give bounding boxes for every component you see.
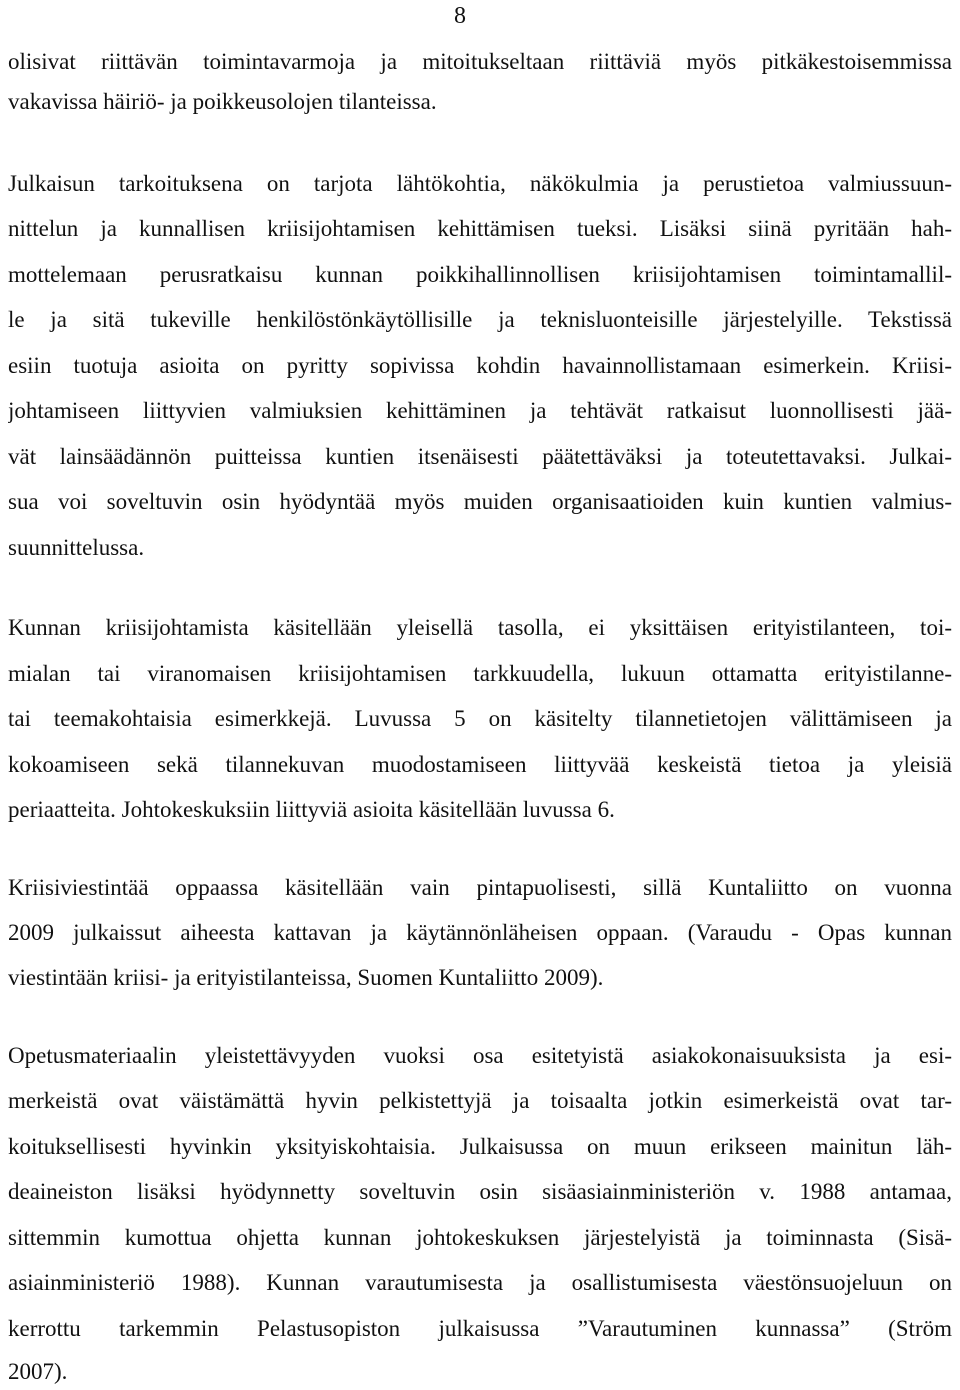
paragraph-line: merkeistä ovat väistämättä hyvin pelkistettyjä ja toisaalta jotkin esimerkeistä ovat tar- <box>8 1088 952 1113</box>
paragraph-line: kerrottu tarkemmin Pelastusopiston julkaisussa ”Varautuminen kunnassa” (Ström <box>8 1316 952 1341</box>
paragraph-line: Kunnan kriisijohtamista käsitellään yleisellä tasolla, ei yksittäisen erityistilanteen, toi- <box>8 615 952 640</box>
paragraph-line: vakavissa häiriö- ja poikkeusolojen tilanteissa. <box>8 89 437 114</box>
paragraph-line: olisivat riittävän toimintavarmoja ja mitoitukseltaan riittäviä myös pitkäkestoisemmissa <box>8 49 952 74</box>
paragraph-line: suunnittelussa. <box>8 535 145 560</box>
paragraph-line: vät lainsäädännön puitteissa kuntien itsenäisesti päätettäväksi ja toteutettavaksi. Julkai- <box>8 444 952 469</box>
paragraph-line: Kriisiviestintää oppaassa käsitellään vain pintapuolisesti, sillä Kuntaliitto on vuonna <box>8 875 952 900</box>
paragraph-line: viestintään kriisi- ja erityistilanteissa, Suomen Kuntaliitto 2009). <box>8 965 604 990</box>
paragraph-line: tai teemakohtaisia esimerkkejä. Luvussa 5 on käsitelty tilannetietojen välittämiseen ja <box>8 706 952 731</box>
paragraph-line: Julkaisun tarkoituksena on tarjota lähtökohtia, näkökulmia ja perustietoa valmiussuun- <box>8 171 952 196</box>
paragraph-line: sua voi soveltuvin osin hyödyntää myös muiden organisaatioiden kuin kuntien valmius- <box>8 489 952 514</box>
paragraph-line: nittelun ja kunnallisen kriisijohtamisen kehittämisen tueksi. Lisäksi siinä pyritään hah- <box>8 216 952 241</box>
paragraph-line: esiin tuotuja asioita on pyritty sopivissa kohdin havainnollistamaan esimerkein. Kriisi- <box>8 353 952 378</box>
paragraph-line: johtamiseen liittyvien valmiuksien kehittäminen ja tehtävät ratkaisut luonnollisesti jää- <box>8 398 952 423</box>
paragraph-line: periaatteita. Johtokeskuksiin liittyviä asioita käsitellään luvussa 6. <box>8 797 615 822</box>
paragraph-line: le ja sitä tukeville henkilöstönkäytöllisille ja teknisluonteisille järjestelyille. Tekstissä <box>8 307 952 332</box>
paragraph-line: asiainministeriö 1988). Kunnan varautumisesta ja osallistumisesta väestönsuojeluun on <box>8 1270 952 1295</box>
paragraph-line: mottelemaan perusratkaisu kunnan poikkihallinnollisen kriisijohtamisen toimintamallil- <box>8 262 952 287</box>
paragraph-line: koituksellisesti hyvinkin yksityiskohtaisia. Julkaisussa on muun erikseen mainitun läh- <box>8 1134 952 1159</box>
paragraph-line: sittemmin kumottua ohjetta kunnan johtokeskuksen järjestelyistä ja toiminnasta (Sisä- <box>8 1225 952 1250</box>
paragraph-line: deaineiston lisäksi hyödynnetty soveltuvin osin sisäasiainministeriön v. 1988 antamaa, <box>8 1179 952 1204</box>
paragraph-line: Opetusmateriaalin yleistettävyyden vuoksi osa esitetyistä asiakokonaisuuksista ja esi- <box>8 1043 952 1068</box>
paragraph-line: kokoamiseen sekä tilannekuvan muodostamiseen liittyvää keskeistä tietoa ja yleisiä <box>8 752 952 777</box>
paragraph-line: 2007). <box>8 1359 68 1384</box>
paragraph-line: 2009 julkaissut aiheesta kattavan ja käytännönläheisen oppaan. (Varaudu - Opas kunnan <box>8 920 952 945</box>
paragraph-line: mialan tai viranomaisen kriisijohtamisen tarkkuudella, lukuun ottamatta erityistilanne- <box>8 661 952 686</box>
page-number: 8 <box>454 3 466 29</box>
